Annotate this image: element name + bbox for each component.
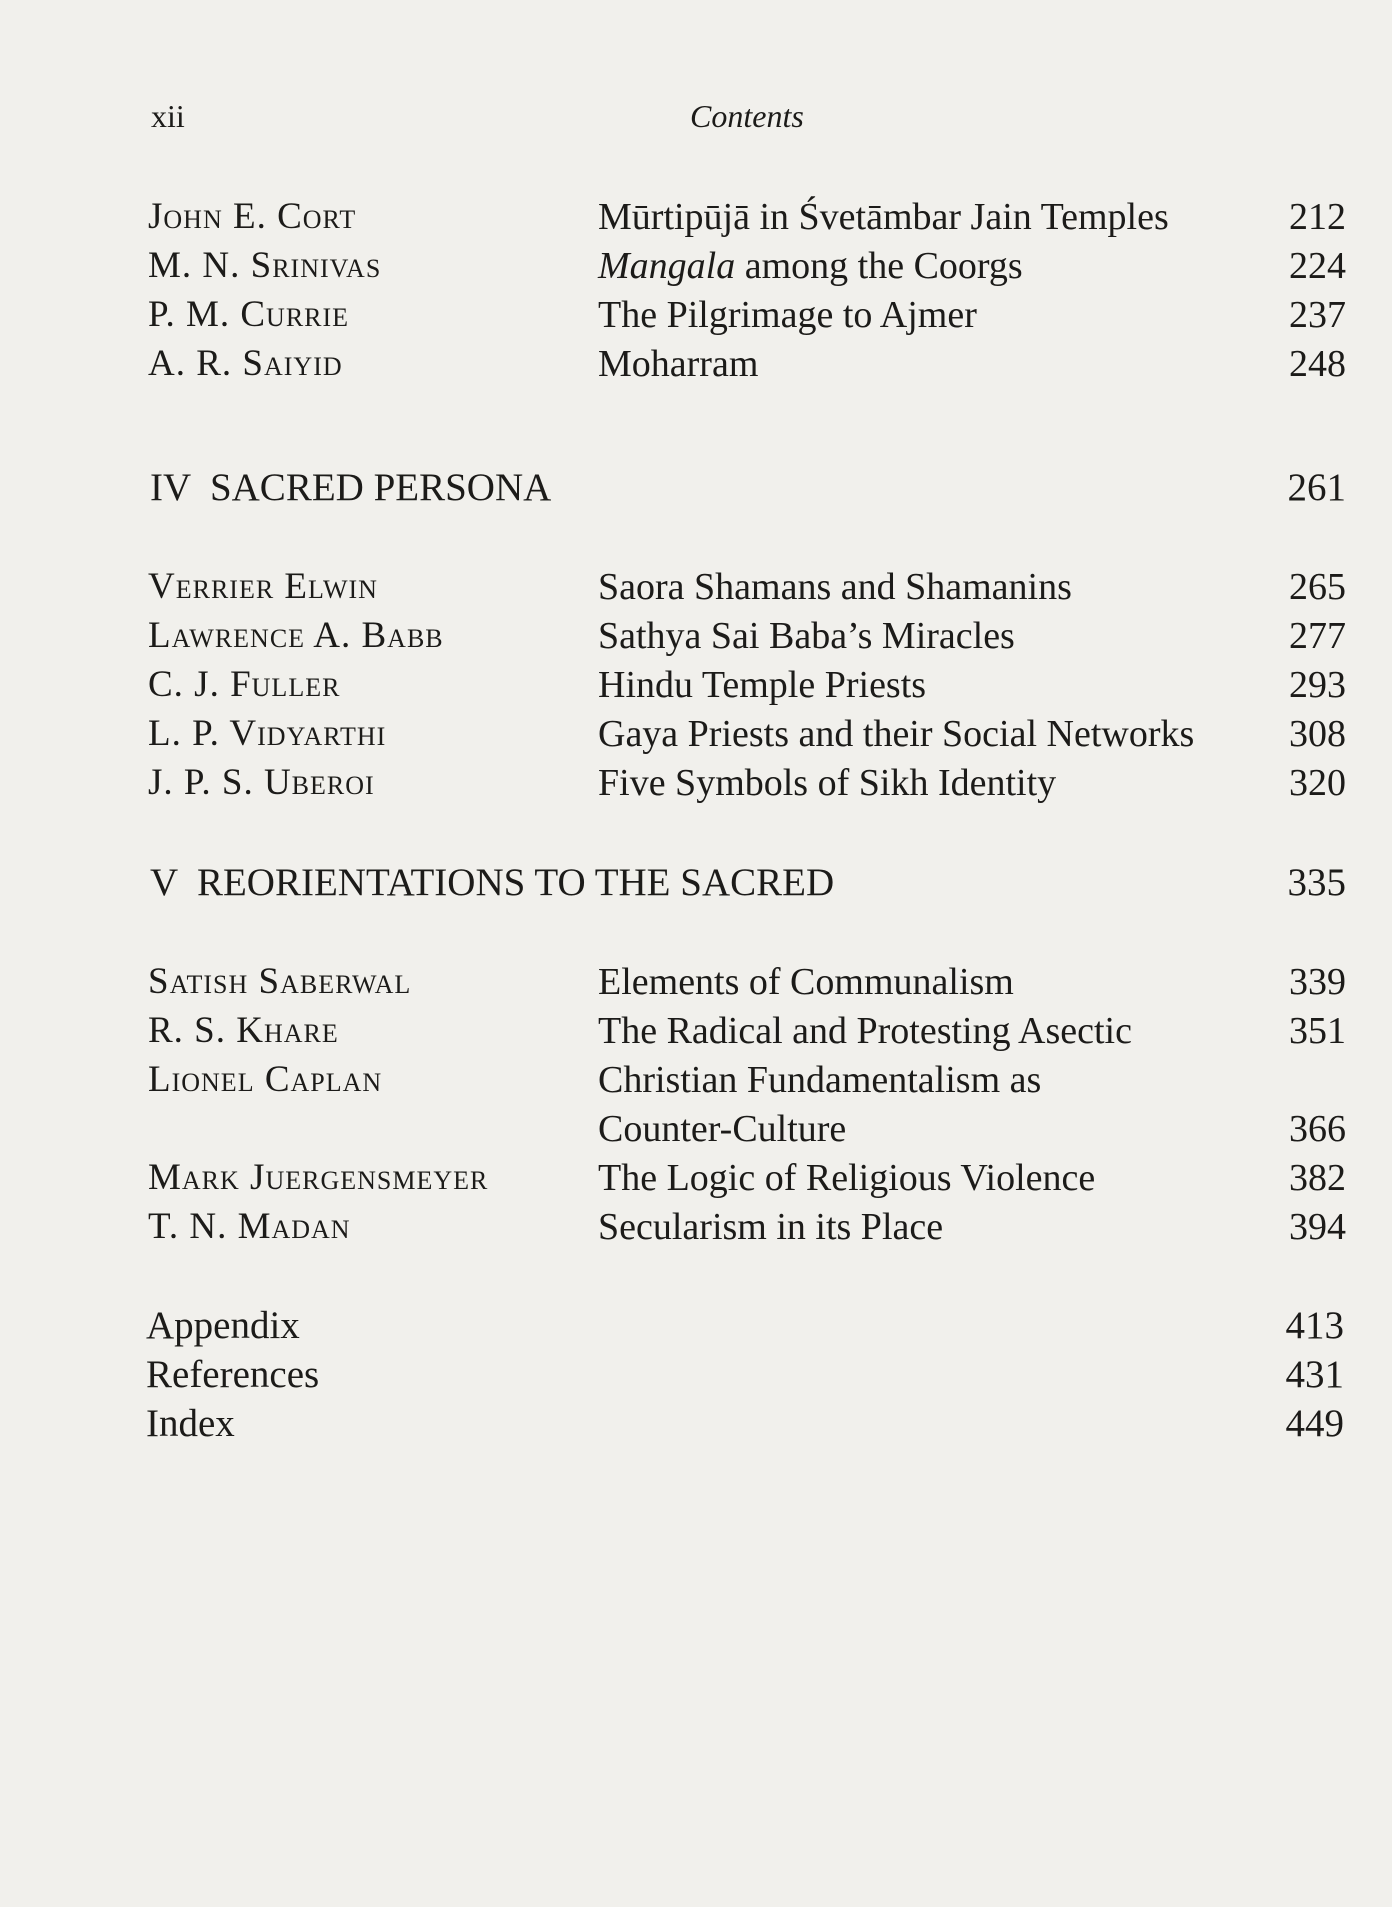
toc-entry (148, 1202, 1346, 1252)
running-head-title: Contents (690, 98, 804, 134)
section-title: V REORIENTATIONS TO THE SACRED (150, 861, 835, 904)
entry-author: M. N. Srinivas (148, 245, 382, 286)
entry-author: P. M. Currie (148, 294, 350, 335)
entry-page: 277 (1289, 615, 1346, 657)
entry-title: Saora Shamans and Shamanins (598, 566, 1072, 608)
entry-author: L. P. Vidyarthi (148, 713, 387, 754)
toc-entry (148, 709, 1346, 759)
back-matter-entry (146, 1301, 1344, 1351)
entry-author: Satish Saberwal (148, 961, 412, 1002)
entry-author: Verrier Elwin (148, 566, 378, 607)
entry-page: 308 (1289, 713, 1346, 755)
entry-page: 248 (1289, 343, 1346, 385)
entry-page: 366 (1289, 1108, 1346, 1150)
section-title: IV SACRED PERSONA (150, 466, 552, 509)
entry-page: 320 (1289, 762, 1346, 804)
back-matter-entry (146, 1350, 1344, 1400)
toc-entry (148, 1055, 1346, 1105)
section-heading (150, 463, 1346, 513)
entry-page: 382 (1289, 1157, 1346, 1199)
entry-page: 394 (1289, 1206, 1346, 1248)
back-matter-label: Index (146, 1402, 235, 1445)
entry-title: Elements of Communalism (598, 961, 1014, 1003)
section-page: 261 (1287, 466, 1346, 509)
entry-title (598, 241, 1023, 291)
entry-title: Moharram (598, 343, 759, 385)
entry-author: J. P. S. Uberoi (148, 762, 375, 803)
entry-title-rest: among the Coorgs (735, 245, 1023, 287)
back-matter-page: 413 (1285, 1304, 1344, 1347)
back-matter-page: 449 (1285, 1402, 1344, 1445)
entry-title: Secularism in its Place (598, 1206, 944, 1248)
entry-author: Lawrence A. Babb (148, 615, 444, 656)
entry-author: R. S. Khare (148, 1010, 339, 1051)
section-heading (150, 858, 1346, 908)
back-matter-page: 431 (1285, 1353, 1344, 1396)
entry-page: 212 (1289, 196, 1346, 238)
entry-author: A. R. Saiyid (148, 343, 343, 384)
entry-title: Gaya Priests and their Social Networks (598, 713, 1195, 755)
entry-author: Mark Juergensmeyer (148, 1157, 489, 1198)
page-folio: xii (151, 98, 185, 134)
back-matter-entry (146, 1399, 1344, 1449)
toc-entry (148, 758, 1346, 808)
entry-title: Five Symbols of Sikh Identity (598, 762, 1057, 804)
entry-title: The Pilgrimage to Ajmer (598, 294, 977, 336)
toc-entry (148, 290, 1346, 340)
entry-title: Christian Fundamentalism as (598, 1059, 1042, 1101)
toc-entry (148, 192, 1346, 242)
entry-author: C. J. Fuller (148, 664, 341, 705)
entry-title: The Radical and Protesting Asectic (598, 1010, 1132, 1052)
toc-entry (148, 957, 1346, 1007)
toc-entry (148, 562, 1346, 612)
entry-title: Hindu Temple Priests (598, 664, 927, 706)
toc-entry (148, 611, 1346, 661)
entry-author: T. N. Madan (148, 1206, 351, 1247)
toc-entry (148, 1006, 1346, 1056)
section-page: 335 (1287, 861, 1346, 904)
entry-title: Counter-Culture (598, 1108, 847, 1150)
entry-title-italic: Mangala (598, 245, 736, 287)
toc-entry-continued (148, 1104, 1346, 1154)
toc-entry (148, 660, 1346, 710)
back-matter-label: References (146, 1353, 320, 1396)
entry-page: 293 (1289, 664, 1346, 706)
toc-entry (148, 339, 1346, 389)
back-matter-label: Appendix (146, 1304, 300, 1347)
entry-title: Mūrtipūjā in Śvetāmbar Jain Temples (598, 196, 1169, 238)
show-through-text (600, 1500, 609, 1542)
entry-author: John E. Cort (148, 196, 357, 237)
entry-page: 237 (1289, 294, 1346, 336)
toc-entry (148, 1153, 1346, 1203)
entry-title: The Logic of Religious Violence (598, 1157, 1096, 1199)
entry-page: 265 (1289, 566, 1346, 608)
entry-page: 339 (1289, 961, 1346, 1003)
entry-author: Lionel Caplan (148, 1059, 383, 1100)
entry-page: 351 (1289, 1010, 1346, 1052)
entry-title: Sathya Sai Baba’s Miracles (598, 615, 1015, 657)
toc-entry (148, 241, 1346, 291)
entry-page: 224 (1289, 245, 1346, 287)
